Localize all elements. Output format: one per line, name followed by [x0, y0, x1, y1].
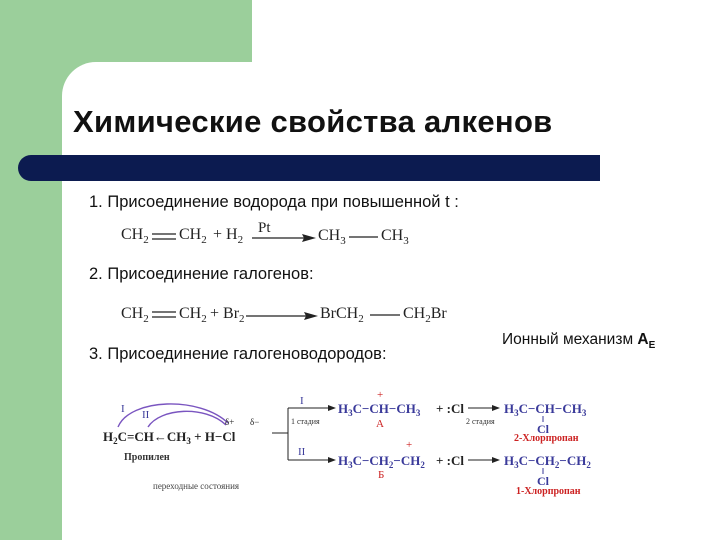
mechanism-text: Ионный механизм: [502, 331, 638, 348]
product2-cl: Cl: [537, 474, 549, 488]
stage1-label: 1 стадия: [291, 417, 320, 426]
eq1-h-sub: 2: [237, 234, 244, 247]
eq2-rhs2: CH: [403, 305, 426, 322]
eq1-catalyst: Pt: [258, 220, 271, 236]
delta-plus: δ+: [225, 417, 235, 427]
eq1-rhs1-sub: 3: [340, 235, 346, 248]
product2-name: 1-Хлорпропан: [516, 486, 581, 497]
cation-a-plus: +: [377, 389, 384, 401]
eq2-lhs2-sub: 2: [201, 313, 207, 326]
cation-b-formula: $H_3C-CH_2-CH_2$: [338, 453, 425, 470]
item-1-text: 1. Присоединение водорода при повышенной t :: [89, 193, 459, 211]
slide-title: Химические свойства алкенов: [73, 104, 553, 139]
cation-a-label: A: [376, 418, 384, 430]
eq1-lhs2: CH: [179, 226, 202, 243]
stage2-upper-head: [492, 405, 500, 411]
stage2-label: 2 стадия: [466, 417, 495, 426]
cation-b-label: Б: [378, 469, 385, 481]
eq1-lhs1: CH: [121, 226, 144, 243]
product1-formula: $H_3C-CH-CH_3$: [504, 401, 587, 418]
branch-upper-head: [328, 405, 336, 411]
eq1-rhs1: CH: [318, 227, 341, 244]
eq2-rhs1-sub: 2: [358, 313, 364, 326]
cl-minus-lower: + :Cl: [436, 453, 464, 468]
eq1-lhs2-sub: 2: [201, 234, 207, 247]
cation-b-plus: +: [406, 439, 413, 451]
transition-states-label: переходные состояния: [153, 481, 240, 491]
product1-cl: Cl: [537, 422, 549, 436]
propylene-formula: $H_2C=CH\leftarrow CH_3 + H-Cl$: [103, 429, 236, 446]
eq2-lhs1-sub: 2: [143, 313, 149, 326]
eq1-rhs2: CH: [381, 227, 404, 244]
mechanism-e: E: [648, 340, 656, 352]
eq1-plus: + H: [213, 226, 238, 243]
eq1-rhs2-sub: 3: [403, 235, 409, 248]
roman-ii-left: II: [142, 409, 150, 421]
roman-i-left: I: [121, 403, 125, 415]
eq2-lhs2: CH: [179, 305, 202, 322]
eq2-rhs2-sub: 2: [425, 313, 431, 326]
roman-i-branch: I: [300, 395, 304, 407]
eq2-rhs1: BrCH: [320, 305, 359, 322]
branch-lower-head: [328, 457, 336, 463]
roman-ii-branch: II: [298, 446, 306, 458]
item-3-text: 3. Присоединение галогеноводородов:: [89, 345, 387, 363]
eq1-lhs1-sub: 2: [143, 234, 149, 247]
eq2-br-sub: 2: [239, 313, 245, 326]
propylene-label: Пропилен: [124, 452, 170, 463]
eq2-rhs2-br: Br: [430, 305, 447, 322]
stage2-lower-head: [492, 457, 500, 463]
item-2-text: 2. Присоединение галогенов:: [89, 265, 314, 283]
delta-minus: δ−: [250, 417, 260, 427]
cl-minus-upper: + :Cl: [436, 401, 464, 416]
product1-name: 2-Хлорпропан: [514, 433, 579, 444]
cation-a-formula: $H_3C-CH-CH_3$: [338, 401, 421, 418]
eq2-lhs1: CH: [121, 305, 144, 322]
eq2-plus: + Br: [210, 305, 240, 322]
product2-formula: $H_3C-CH_2-CH_2$: [504, 453, 591, 470]
mechanism-a: A: [637, 331, 649, 348]
